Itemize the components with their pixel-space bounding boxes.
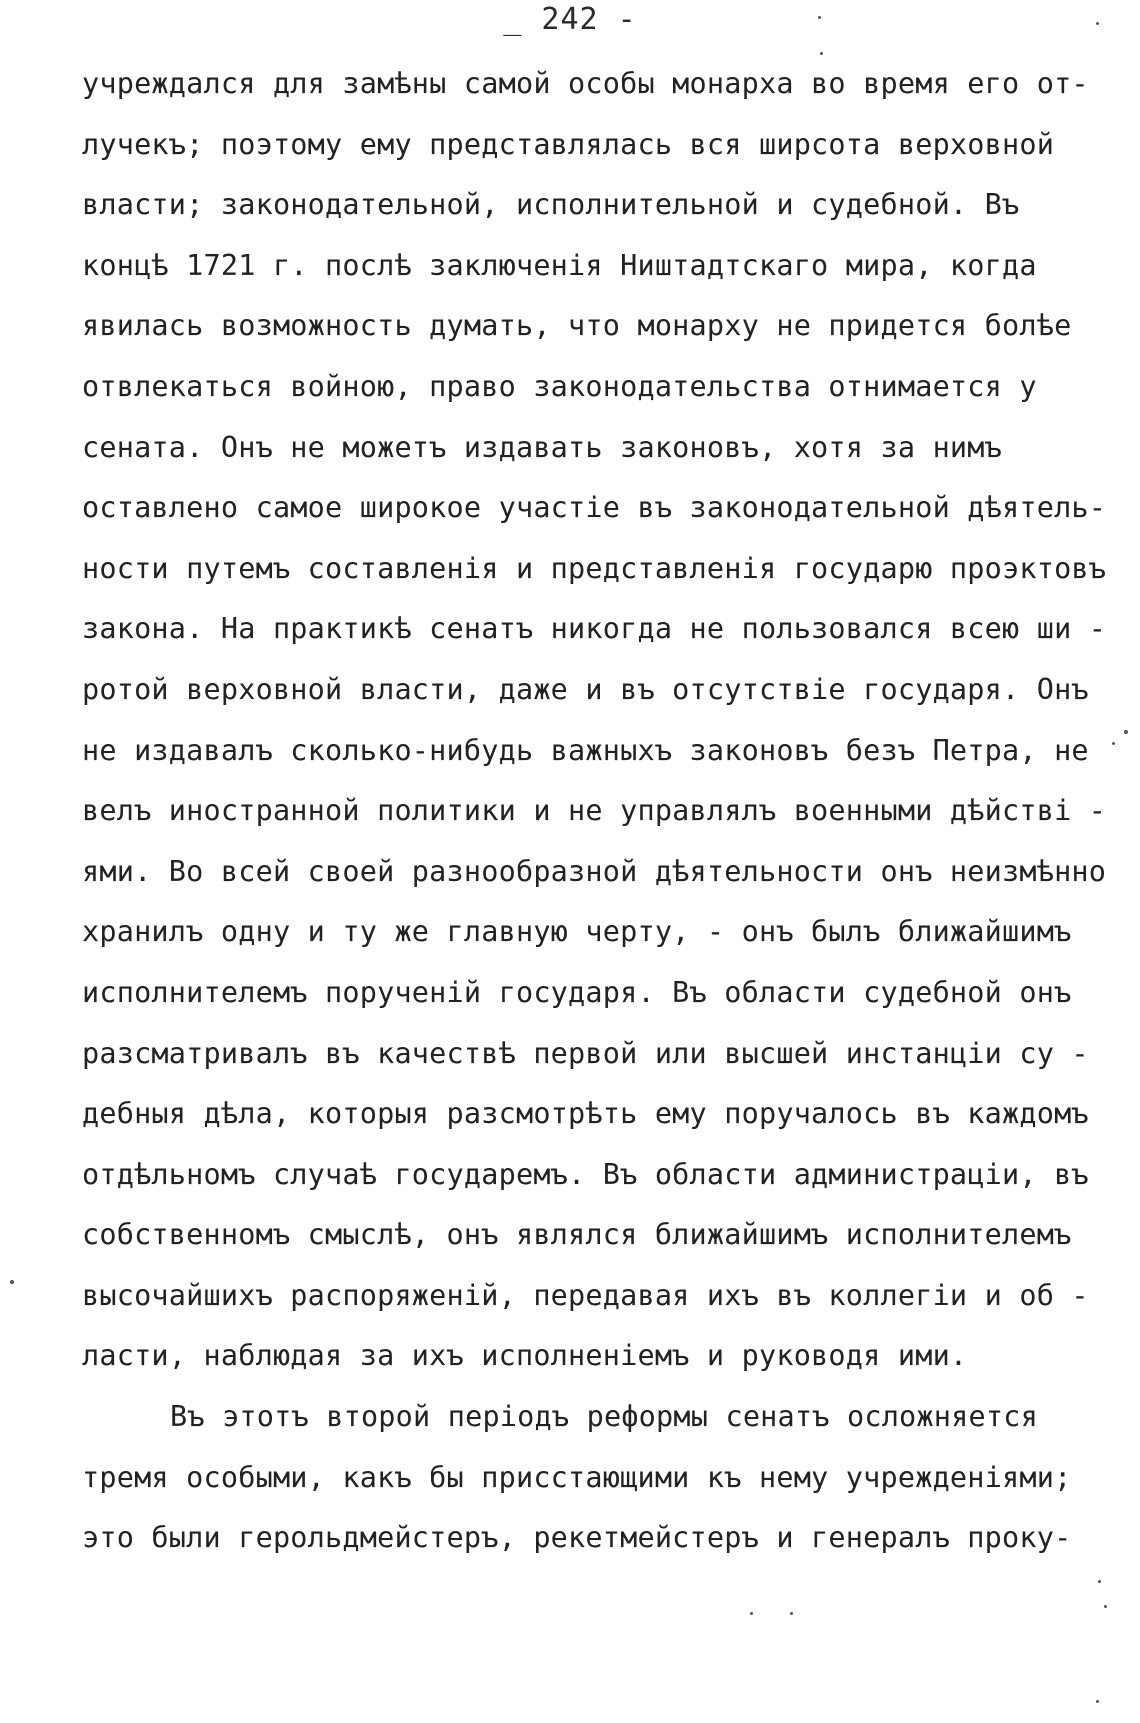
scan-speck [1112, 742, 1115, 745]
body-text [82, 62, 1112, 1577]
text-line: явилась возможность думать, что монарху не придется болѣе [82, 309, 1072, 343]
text-line: концѣ 1721 г. послѣ заключенія Ништадтскаго мира, когда [82, 248, 1037, 282]
text-line: высочайшихъ распоряженій, передавая ихъ въ коллегіи и об - [82, 1278, 1089, 1312]
text-line: сената. Онъ не можетъ издавать законовъ, хотя за нимъ [82, 430, 1002, 464]
text-line: ласти, наблюдая за ихъ исполненіемъ и руководя ими. [82, 1339, 968, 1373]
text-line: дебныя дѣла, которыя разсмотрѣть ему поручалось въ каждомъ [82, 1097, 1089, 1131]
page-number: _ 242 - [503, 2, 637, 37]
text-line: хранилъ одну и ту же главную черту, - онъ былъ ближайшимъ [82, 915, 1072, 949]
text-line: ротой верховной власти, даже и въ отсутствіе государя. Онъ [82, 672, 1089, 706]
text-line: разсматривалъ въ качествѣ первой или высшей инстанціи су - [82, 1036, 1089, 1070]
scan-speck [1124, 730, 1128, 734]
text-line: оставлено самое широкое участіе въ законодательной дѣятель- [82, 491, 1107, 525]
text-line: тремя особыми, какъ бы присстающими къ нему учрежденіями; [82, 1460, 1072, 1494]
scan-speck [10, 1280, 14, 1284]
text-line: это были герольдмейстеръ, рекетмейстеръ и генералъ проку- [82, 1521, 1072, 1555]
scan-speck [820, 52, 823, 55]
text-line: отвлекаться войною, право законодательства отнимается у [82, 369, 1037, 403]
text-line: учреждался для замѣны самой особы монарха во время его от- [82, 67, 1089, 100]
scan-speck [750, 1612, 753, 1615]
text-line: лучекъ; поэтому ему представлялась вся ширсота верховной [82, 127, 1055, 161]
text-line: велъ иностранной политики и не управлялъ военными дѣйствi - [82, 794, 1107, 828]
scan-speck [1096, 1700, 1099, 1703]
text-line: собственномъ смыслѣ, онъ являлся ближайшимъ исполнителемъ [82, 1218, 1072, 1252]
scan-speck [1098, 1580, 1101, 1583]
text-line: отдѣльномъ случаѣ государемъ. Въ области администраціи, въ [82, 1157, 1089, 1191]
text-line: ности путемъ составленія и представленія государю проэктовъ [82, 551, 1107, 585]
text-line: власти; законодательной, исполнительной и судебной. Въ [82, 188, 1020, 222]
text-line: не издавалъ сколько-нибудь важныхъ законовъ безъ Петра, не [82, 733, 1089, 767]
scan-speck [790, 1612, 793, 1615]
scan-speck [1096, 22, 1099, 25]
scan-speck [1104, 1605, 1107, 1608]
scan-speck [818, 16, 821, 19]
text-line: закона. На практикѣ сенатъ никогда не пользовался всею ши - [82, 612, 1107, 646]
text-line: ями. Во всей своей разнообразной дѣятельности онъ неизмѣнно [82, 854, 1107, 888]
text-line: исполнителемъ порученій государя. Въ области судебной онъ [82, 975, 1072, 1009]
paragraph-start-line: Въ этотъ второй періодъ реформы сенатъ осложняется [170, 1400, 1038, 1434]
